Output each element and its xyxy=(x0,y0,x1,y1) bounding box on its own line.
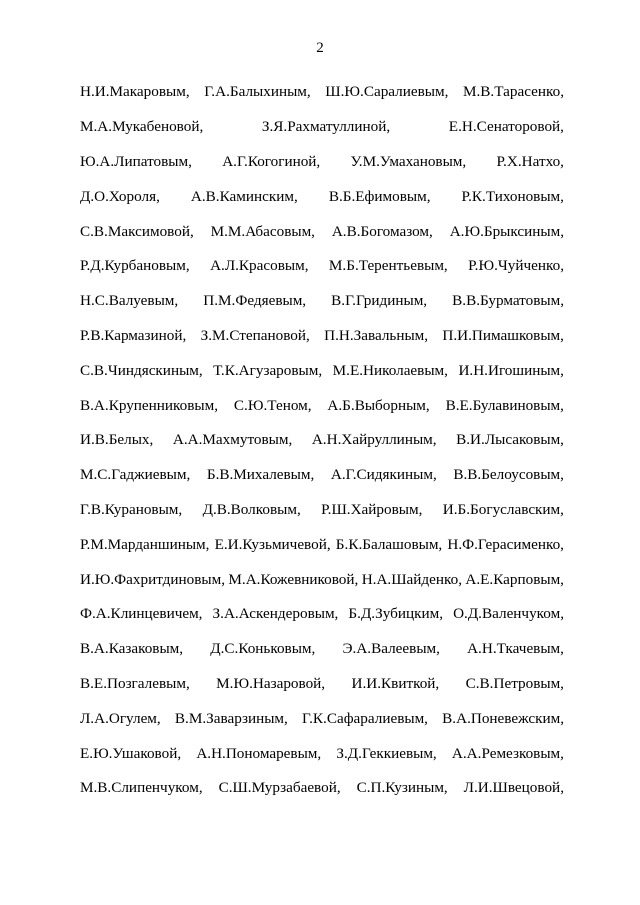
person-name: В.В.Бурматовым, xyxy=(452,292,564,310)
person-name: Е.И.Кузьмичевой, xyxy=(214,535,331,553)
person-name: А.А.Ремезковым, xyxy=(451,744,564,762)
name-line xyxy=(80,284,564,319)
name-line xyxy=(80,597,564,632)
person-name: Р.Ю.Чуйченко, xyxy=(468,257,564,275)
person-name: Ю.А.Липатовым, xyxy=(80,152,192,170)
person-name: М.М.Абасовым, xyxy=(210,222,315,240)
person-name: В.Е.Булавиновым, xyxy=(445,396,564,414)
person-name: Е.Н.Сенаторовой, xyxy=(448,118,564,136)
person-name: С.Ю.Теном, xyxy=(233,396,312,414)
person-name: Т.К.Агузаровым, xyxy=(213,361,323,379)
name-line xyxy=(80,736,564,771)
person-name: З.М.Степановой, xyxy=(200,326,310,344)
person-name: А.Н.Хайруллиным, xyxy=(311,431,437,449)
person-name: П.И.Пимашковым, xyxy=(442,326,564,344)
person-name: Л.А.Огулем, xyxy=(80,709,161,727)
person-name: Р.К.Тихоновым, xyxy=(461,187,564,205)
person-name: П.М.Федяевым, xyxy=(203,292,307,310)
name-line xyxy=(80,353,564,388)
person-name: Б.В.Михалевым, xyxy=(206,466,315,484)
person-name: С.Ш.Мурзабаевой, xyxy=(218,779,341,797)
person-name: У.М.Умахановым, xyxy=(350,152,467,170)
person-name: И.Н.Игошиным, xyxy=(458,361,564,379)
person-name: Б.К.Балашовым, xyxy=(335,535,443,553)
person-name: С.В.Максимовой, xyxy=(80,222,194,240)
person-name: А.В.Каминским, xyxy=(190,187,298,205)
person-name: В.А.Казаковым, xyxy=(80,640,184,658)
name-line xyxy=(80,179,564,214)
person-name: Р.Х.Натхо, xyxy=(496,152,564,170)
person-name: М.А.Кожевниковой, xyxy=(228,570,359,588)
person-name: Н.А.Шайденко, xyxy=(361,570,462,588)
name-line xyxy=(80,249,564,284)
person-name: С.В.Петровым, xyxy=(465,674,564,692)
name-line xyxy=(80,562,564,597)
person-name: М.Б.Терентьевым, xyxy=(328,257,448,275)
person-name: М.Ю.Назаровой, xyxy=(216,674,326,692)
person-name: М.А.Мукабеновой, xyxy=(80,118,204,136)
person-name: М.Е.Николаевым, xyxy=(332,361,448,379)
name-line xyxy=(80,319,564,354)
person-name: О.Д.Валенчуком, xyxy=(453,605,564,623)
person-name: И.И.Квиткой, xyxy=(351,674,440,692)
person-name: Р.Ш.Хайровым, xyxy=(321,500,423,518)
person-name: Р.Д.Курбановым, xyxy=(80,257,190,275)
name-line xyxy=(80,771,564,806)
person-name: И.Ю.Фахритдиновым, xyxy=(80,570,226,588)
name-line xyxy=(80,493,564,528)
person-name: С.В.Чиндяскиным, xyxy=(80,361,203,379)
person-name: Д.С.Коньковым, xyxy=(210,640,316,658)
person-name: Б.Д.Зубицким, xyxy=(348,605,443,623)
person-name: Н.С.Валуевым, xyxy=(80,292,179,310)
person-name: З.А.Аскендеровым, xyxy=(212,605,339,623)
person-name: А.Н.Ткачевым, xyxy=(467,640,564,658)
person-name: В.М.Заварзиным, xyxy=(174,709,288,727)
person-name: А.В.Богомазом, xyxy=(331,222,433,240)
person-name: Ш.Ю.Саралиевым, xyxy=(325,83,449,101)
person-name: А.Е.Карповым, xyxy=(465,570,564,588)
person-name: А.Н.Пономаревым, xyxy=(196,744,322,762)
person-name: Д.В.Волковым, xyxy=(202,500,301,518)
person-name: В.Е.Позгалевым, xyxy=(80,674,190,692)
person-name: З.Д.Геккиевым, xyxy=(336,744,437,762)
person-name: Г.В.Курановым, xyxy=(80,500,183,518)
person-name: Э.А.Валеевым, xyxy=(342,640,440,658)
name-line xyxy=(80,110,564,145)
person-name: А.Б.Выборным, xyxy=(327,396,430,414)
person-name: А.Г.Сидякиным, xyxy=(330,466,437,484)
person-name: А.А.Махмутовым, xyxy=(172,431,293,449)
person-name: Е.Ю.Ушаковой, xyxy=(80,744,182,762)
name-line xyxy=(80,214,564,249)
person-name: В.Б.Ефимовым, xyxy=(328,187,431,205)
person-name: В.И.Лысаковым, xyxy=(456,431,564,449)
person-name: В.В.Белоусовым, xyxy=(453,466,564,484)
person-name: Р.М.Марданшиным, xyxy=(80,535,210,553)
person-name: М.В.Тарасенко, xyxy=(463,83,564,101)
person-name: М.В.Слипенчуком, xyxy=(80,779,203,797)
person-name: З.Я.Рахматуллиной, xyxy=(261,118,391,136)
person-name: А.Ю.Брыксиным, xyxy=(449,222,564,240)
name-line xyxy=(80,667,564,702)
person-name: А.Л.Красовым, xyxy=(210,257,309,275)
person-name: Н.Ф.Герасименко, xyxy=(447,535,564,553)
page-number: 2 xyxy=(316,40,324,56)
person-name: И.Б.Богуславским, xyxy=(442,500,564,518)
person-name: Д.О.Хороля, xyxy=(80,187,160,205)
person-name: И.В.Белых, xyxy=(80,431,154,449)
person-name: П.Н.Завальным, xyxy=(324,326,429,344)
person-name: Р.В.Кармазиной, xyxy=(80,326,187,344)
name-line xyxy=(80,145,564,180)
name-line xyxy=(80,75,564,110)
person-name: В.А.Крупенниковым, xyxy=(80,396,219,414)
names-list xyxy=(80,75,564,806)
person-name: С.П.Кузиным, xyxy=(356,779,448,797)
name-line xyxy=(80,701,564,736)
person-name: М.С.Гаджиевым, xyxy=(80,466,191,484)
person-name: А.Г.Когогиной, xyxy=(222,152,321,170)
name-line xyxy=(80,458,564,493)
person-name: В.Г.Гридиным, xyxy=(331,292,428,310)
name-line xyxy=(80,632,564,667)
name-line xyxy=(80,423,564,458)
person-name: Л.И.Швецовой, xyxy=(463,779,564,797)
name-line xyxy=(80,388,564,423)
person-name: Н.И.Макаровым, xyxy=(80,83,190,101)
name-line xyxy=(80,527,564,562)
person-name: Г.К.Сафаралиевым, xyxy=(302,709,428,727)
person-name: Ф.А.Клинцевичем, xyxy=(80,605,203,623)
person-name: В.А.Поневежским, xyxy=(442,709,564,727)
person-name: Г.А.Балыхиным, xyxy=(204,83,311,101)
